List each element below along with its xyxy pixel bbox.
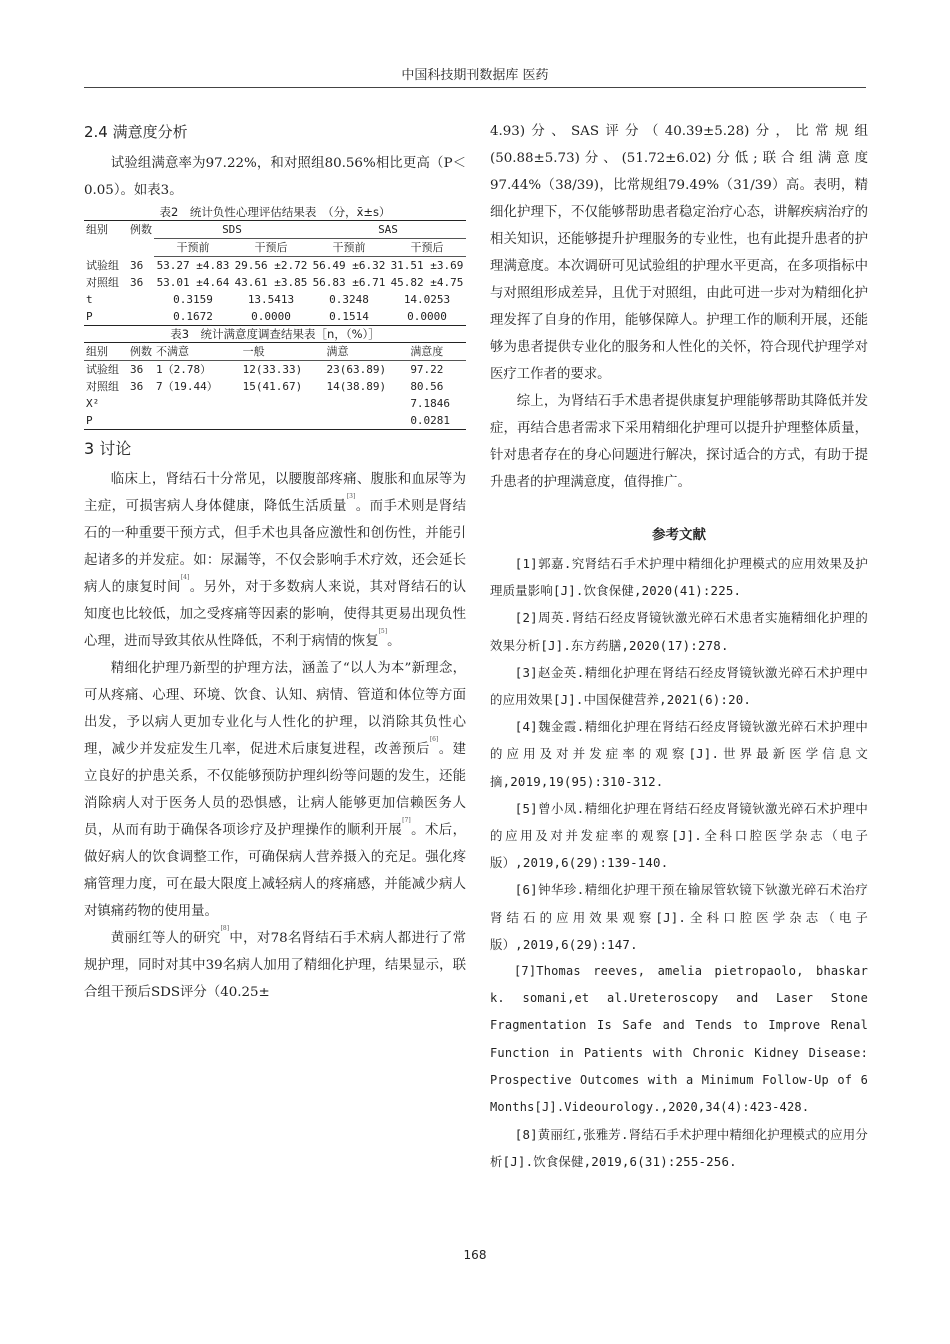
t2-cell-n: 36 [130, 276, 144, 289]
t3-head: 例数 [128, 343, 154, 361]
text-run: 。 [387, 634, 401, 649]
t3-cell: 97.22 [410, 363, 444, 376]
citation: [8] [220, 925, 230, 932]
citation: [3] [346, 493, 356, 500]
t2-cell: 13.5413 [247, 293, 295, 306]
text-run: 。术后，做好病人的饮食调整工作，可确保病人营养摄入的充足。强化疼痛管理力度，可在最大限度上减轻病人的疼痛感，并能减少病人对镇痛药物的使用量。 [84, 823, 467, 919]
t2-head-sas-post: 干预后 [388, 239, 466, 257]
t3-cell: 12(33.33) [242, 363, 303, 376]
reference-item: [1]郭嘉.究肾结石手术护理中精细化护理模式的应用效果及护理质量影响[J].饮食保健,2020(41):225. [490, 556, 868, 599]
t3-cell: 7（19.44） [156, 380, 218, 393]
t2-head-group: 组别 [86, 223, 108, 236]
citation: [5] [378, 628, 388, 635]
table-row [84, 378, 466, 395]
t2-cell-n: 36 [130, 258, 144, 272]
text-run: 临床上，肾结石十分常见，以腰腹部疼痛、腹胀和血尿等为主症，可损害病人身体健康，降低生活质量 [84, 472, 466, 514]
t3-head: 组别 [84, 343, 128, 361]
t3-cell [324, 412, 408, 430]
table-row [84, 308, 466, 326]
t2-cell: 56.49 ±6.32 [312, 259, 386, 272]
table3 [84, 342, 466, 430]
t3-cell: 0.0281 [410, 414, 451, 427]
citation: [4] [180, 574, 190, 581]
t2-cell: 31.51 ±3.69 [390, 259, 464, 272]
references-title: 参考文献 [652, 527, 706, 543]
table-row [84, 291, 466, 308]
t2-cell: 0.3159 [173, 293, 213, 306]
discussion-paragraph-1 [84, 466, 466, 655]
t2-cell: 56.83 ±6.71 [312, 276, 386, 289]
t2-cell: 0.1514 [329, 310, 369, 323]
t3-cell [324, 395, 408, 412]
t2-head-sds-post: 干预后 [232, 239, 310, 257]
discussion-paragraph-3 [84, 925, 466, 1006]
section-2-4-heading: 2.4 满意度分析 [84, 123, 188, 141]
t2-cell: 14.0253 [403, 293, 451, 306]
text-run: 。另外，对于多数病人来说，其对肾结石的认知度也比较低，加之受疼痛等因素的影响，使得其更易出现负性心理，进而导致其依从性降低，不利于病情的恢复 [84, 580, 467, 649]
t2-cell: 43.61 ±3.85 [234, 276, 308, 289]
t3-cell [154, 412, 241, 430]
table2 [84, 220, 466, 326]
t2-cell-group: 试验组 [86, 258, 119, 272]
t3-cell-n: 36 [130, 380, 144, 393]
t3-cell-group: P [86, 414, 93, 427]
text-run: 黄丽红等人的研究 [110, 931, 221, 946]
t2-head-n: 例数 [130, 223, 152, 236]
table-row [84, 395, 466, 412]
t2-cell: 53.27 ±4.83 [156, 259, 230, 272]
t3-cell: 23(63.89) [326, 363, 387, 376]
table2-caption: 表2 统计负性心理评估结果表 （分，x̄±s） [159, 205, 391, 219]
t3-head: 满意度 [408, 343, 466, 361]
t3-cell [241, 412, 325, 430]
header-rule [84, 87, 866, 88]
t3-cell-n: 36 [130, 363, 144, 376]
t3-cell-n [128, 412, 154, 430]
discussion-paragraph-2 [84, 655, 466, 925]
t3-cell-group: 对照组 [86, 380, 119, 393]
reference-item: [2]周英.肾结石经皮肾镜钬激光碎石术患者实施精细化护理的效果分析[J].东方药膳,2020(17):278. [490, 610, 868, 653]
table-row [84, 412, 466, 430]
reference-item: [3]赵金英.精细化护理在肾结石经皮肾镜钬激光碎石术护理中的应用效果[J].中国保健营养,2021(6):20. [490, 664, 868, 708]
right-column [490, 118, 868, 1176]
citation: [7] [402, 817, 411, 824]
left-column [84, 118, 466, 1006]
section-3-heading: 3 讨论 [84, 439, 132, 458]
t3-cell: 14(38.89) [326, 380, 387, 393]
discussion-continued: 4.93)分、SAS评分（40.39±5.28)分，比常规组(50.88±5.73)分、(51.72±6.02)分低;联合组满意度97.44%（38/39)，比常规组79.49%（31/39）高。表明，精细化护理下，不仅能够帮助患者稳定治疗心态，讲解疾病治疗的相关知识，还能够提升护理服务的专业性，也有此提升患者的护理满意度。本次调研可见试验组的护理水平更高，在多项指标中与对照组形成差异，且优于对照组，由此可进一步对为精细化护理发挥了自身的作用，能够保障人。护理工作的顺利开展，还能够为患者提供专业化的服务和人性化的关怀，符合现代护理学对医疗工作者的要求。 [490, 124, 868, 382]
t3-cell [154, 395, 241, 412]
t2-cell: 0.0000 [251, 310, 291, 323]
t3-cell-n [128, 395, 154, 412]
t3-head: 满意 [324, 343, 408, 361]
t2-cell: 29.56 ±2.72 [234, 259, 308, 272]
section-2-4-paragraph: 试验组满意率为97.22%，和对照组80.56%相比更高（P＜0.05）。如表3。 [84, 156, 466, 198]
reference-item: [7]Thomas reeves, amelia pietropaolo, bhaskar k. somani,et al.Ureteroscopy and Laser Stone Fragmentation Is Safe and Tends to Improve Renal Function in Patients with Chronic Kidney Disease: Prospective Outcomes with a Minimum Follow-Up of 6 Months[J].Videourology.,2020,34(4):423-428. [490, 964, 868, 1115]
reference-item: [5]曾小凤.精细化护理在肾结石经皮肾镜钬激光碎石术护理中的应用及对并发症率的观察[J].全科口腔医学杂志（电子版）,2019,6(29):139-140. [490, 800, 868, 871]
t2-cell: 0.3248 [329, 293, 369, 306]
page-number: 168 [463, 1248, 487, 1262]
t3-cell: 15(41.67) [242, 380, 303, 393]
text-run: 。而手术则是肾结石的一种重要干预方式，但手术也具备应激性和创伤性，并能引起诸多的并发症。如：尿漏等，不仅会影响手术疗效，还会延长病人的康复时间 [84, 499, 467, 595]
t3-cell: 1（2.78） [156, 363, 212, 376]
text-run: 中，对78名肾结石手术病人都进行了常规护理，同时对其中39名病人加用了精细化护理，结果显示，联合组干预后SDS评分（40.25± [84, 931, 466, 1000]
t2-cell: 0.1672 [173, 310, 213, 323]
text-run: 。建立良好的护患关系，不仅能够预防护理纠纷等问题的发生，还能消除病人对于医务人员的恐惧感，让病人能够更加信赖医务人员，从而有助于确保各项诊疗及护理操作的顺利开展 [84, 742, 467, 838]
running-header: 中国科技期刊数据库 医药 [401, 68, 549, 83]
t2-cell-group: 对照组 [86, 276, 119, 289]
t2-head-sas: SAS [310, 221, 466, 239]
conclusion-paragraph: 综上，为肾结石手术患者提供康复护理能够帮助其降低并发症，再结合患者需求下采用精细化护理可以提升护理整体质量，针对患者存在的身心问题进行解决，探讨适合的方式，有助于提升患者的护理满意度，值得推广。 [490, 394, 868, 490]
table-row [84, 361, 466, 379]
t2-cell: 0.0000 [407, 310, 447, 323]
t2-head-sds-pre: 干预前 [154, 239, 232, 257]
citation: [6] [429, 736, 439, 743]
t2-cell-group: t [86, 293, 93, 306]
t2-cell-group: P [86, 310, 93, 323]
table-row [84, 257, 466, 275]
table-row [84, 274, 466, 291]
t2-head-sds: SDS [154, 221, 310, 239]
text-run: 精细化护理乃新型的护理方法，涵盖了“以人为本”新理念，可从疼痛、心理、环境、饮食、认知、病情、管道和体位等方面出发，予以病人更加专业化与人性化的护理，以消除其负性心理，减少并发症发生几率，促进术后康复进程，改善预后 [84, 661, 466, 757]
reference-item: [8]黄丽红,张雅芳.肾结石手术护理中精细化护理模式的应用分析[J].饮食保健,2019,6(31):255-256. [490, 1127, 868, 1170]
reference-item: [4]魏金霞.精细化护理在肾结石经皮肾镜钬激光碎石术护理中的应用及对并发症率的观察[J].世界最新医学信息文摘,2019,19(95):310-312. [490, 719, 868, 789]
t3-head: 不满意 [154, 343, 241, 361]
t3-cell: 7.1846 [410, 397, 451, 410]
table3-caption: 表3 统计满意度调查结果表［n，（%）］ [170, 327, 380, 341]
t3-cell-group: 试验组 [86, 363, 119, 376]
t2-cell: 45.82 ±4.75 [390, 276, 464, 289]
t3-cell-group: X² [86, 397, 100, 410]
t3-head: 一般 [241, 343, 325, 361]
t2-head-sas-pre: 干预前 [310, 239, 388, 257]
t3-cell [241, 395, 325, 412]
t3-cell: 80.56 [410, 380, 444, 393]
t2-cell-n [128, 308, 154, 326]
t2-cell: 53.01 ±4.64 [156, 276, 230, 289]
reference-item: [6]钟华珍.精细化护理干预在输尿管软镜下钬激光碎石术治疗肾结石的应用效果观察[J].全科口腔医学杂志（电子版）,2019,6(29):147. [490, 882, 868, 952]
t2-cell-n [128, 291, 154, 308]
